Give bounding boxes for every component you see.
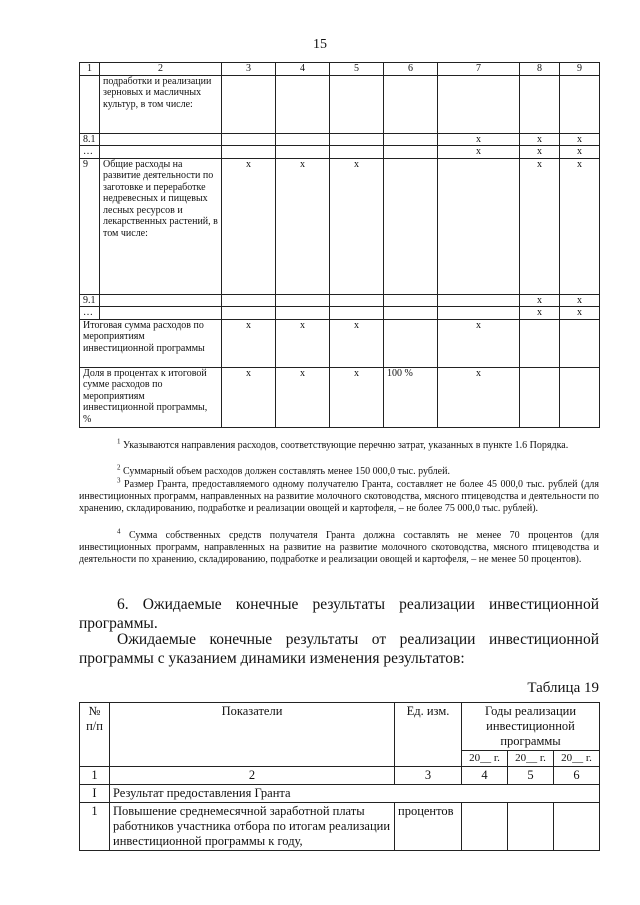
cell: x (560, 294, 600, 307)
cell (384, 146, 438, 159)
header-num: № п/п (80, 703, 110, 767)
table-row (80, 146, 600, 159)
row-label: Повышение среднемесячной заработной платы работников участника отбора по итогам реализации инвестиционной программы к году, (110, 803, 395, 851)
cell (384, 307, 438, 320)
cell (276, 133, 330, 146)
row-number: 9.1 (80, 294, 100, 307)
year-label: 20__ г. (508, 751, 554, 767)
cell: x (222, 158, 276, 294)
row-number (80, 75, 100, 133)
header-cell: 7 (438, 63, 520, 76)
column-number: 2 (110, 767, 395, 785)
cell (384, 294, 438, 307)
cell: x (520, 294, 560, 307)
year-label: 20__ г. (554, 751, 600, 767)
total-row (80, 319, 600, 367)
year-label: 20__ г. (462, 751, 508, 767)
row-label: Итоговая сумма расходов по мероприятиям инвестиционной программы (80, 319, 222, 367)
cell: x (438, 319, 520, 367)
table-header-row (80, 63, 600, 76)
cell (222, 75, 276, 133)
row-number: 8.1 (80, 133, 100, 146)
header-indicators: Показатели (110, 703, 395, 767)
column-number: 5 (508, 767, 554, 785)
footnote-4 (79, 527, 599, 566)
row-unit: процентов (395, 803, 462, 851)
cell (520, 319, 560, 367)
footnote-text: Суммарный объем расходов должен составлять менее 150 000,0 тыс. рублей. (123, 466, 450, 477)
row-label (100, 307, 222, 320)
section-number: I (80, 785, 110, 803)
cell (222, 307, 276, 320)
header-cell: 2 (100, 63, 222, 76)
section-row (80, 785, 600, 803)
cell: x (520, 146, 560, 159)
cell (438, 158, 520, 294)
cell (330, 294, 384, 307)
table-row (80, 158, 600, 294)
header-cell: 3 (222, 63, 276, 76)
share-row (80, 367, 600, 427)
footnote-text: Размер Гранта, предоставляемого одному получателю Гранта, составляет не более 45 000,0 тыс. рублей (для инвестиционных программ, направленных на развитие молочного скотоводства, мясного птицеводства и деятельности по хранению, складированию, подработке и реализации овощей и картофеля, – не более 75 000,0 тыс. рублей). (79, 479, 600, 514)
header-years: Годы реализации инвестиционной программы (462, 703, 600, 751)
cell: x (520, 158, 560, 294)
cell: x (438, 133, 520, 146)
cell (276, 307, 330, 320)
footnote-text: Указываются направления расходов, соответствующие перечню затрат, указанных в пункте 1.6 Порядка. (123, 440, 569, 451)
table-row (80, 133, 600, 146)
cell (330, 307, 384, 320)
cell (462, 803, 508, 851)
footnote-mark: 4 (117, 527, 121, 536)
cell (384, 133, 438, 146)
cell: x (520, 133, 560, 146)
cell (438, 294, 520, 307)
row-number: 9 (80, 158, 100, 294)
section-heading: 6. Ожидаемые конечные результаты реализации инвестиционной программы. (79, 596, 599, 632)
cell (554, 803, 600, 851)
row-number: … (80, 146, 100, 159)
cell: x (520, 307, 560, 320)
cell: x (560, 307, 600, 320)
table-row (80, 803, 600, 851)
header-cell: 6 (384, 63, 438, 76)
header-cell: 4 (276, 63, 330, 76)
cell (330, 75, 384, 133)
cell (384, 158, 438, 294)
row-label: Общие расходы на развитие деятельности по заготовке и переработке недревесных и пищевых лесных ресурсов и лекарственных растений, в том числе: (100, 158, 222, 294)
table-row (80, 294, 600, 307)
cell: 100 % (384, 367, 438, 427)
cell (276, 146, 330, 159)
cell: x (438, 146, 520, 159)
header-unit: Ед. изм. (395, 703, 462, 767)
cell: x (222, 367, 276, 427)
footnote-text: Сумма собственных средств получателя Гранта должна составлять не менее 70 процентов (для инвестиционных программ, направленных на развитие на развитие молочного скотоводства, мясного птицеводства и деятельности по хранению, складированию, подработке и реализации овощей и картофеля, – не менее 50 процентов). (79, 530, 599, 565)
cell (384, 75, 438, 133)
cell (520, 367, 560, 427)
cell (438, 75, 520, 133)
column-number: 3 (395, 767, 462, 785)
row-label (100, 146, 222, 159)
header-cell: 9 (560, 63, 600, 76)
table-header-row (80, 703, 600, 751)
cell (222, 146, 276, 159)
header-cell: 1 (80, 63, 100, 76)
cell (520, 75, 560, 133)
cell: x (560, 158, 600, 294)
row-number: 1 (80, 803, 110, 851)
cell (560, 75, 600, 133)
cell: x (438, 367, 520, 427)
cell: x (276, 367, 330, 427)
footnote-3 (79, 476, 600, 515)
cell: x (330, 367, 384, 427)
results-table (79, 702, 600, 851)
cell: x (222, 319, 276, 367)
footnote-1 (79, 437, 599, 452)
row-label (100, 133, 222, 146)
cell (330, 133, 384, 146)
column-number: 4 (462, 767, 508, 785)
row-label: Доля в процентах к итоговой сумме расходов по мероприятиям инвестиционной программы, % (80, 367, 222, 427)
header-cell: 8 (520, 63, 560, 76)
row-label: подработки и реализации зерновых и масличных культур, в том числе: (100, 75, 222, 133)
cell: x (330, 158, 384, 294)
cell (330, 146, 384, 159)
table-row (80, 75, 600, 133)
footnote-mark: 1 (117, 437, 121, 446)
cell: x (560, 146, 600, 159)
cell: x (276, 158, 330, 294)
cell: x (560, 133, 600, 146)
cell (560, 367, 600, 427)
cell (438, 307, 520, 320)
row-label (100, 294, 222, 307)
column-number: 1 (80, 767, 110, 785)
cell (560, 319, 600, 367)
footnote-mark: 2 (117, 463, 121, 472)
column-number-row (80, 767, 600, 785)
cell (276, 75, 330, 133)
cell (384, 319, 438, 367)
column-number: 6 (554, 767, 600, 785)
page-number: 15 (313, 37, 327, 52)
header-cell: 5 (330, 63, 384, 76)
table-row (80, 307, 600, 320)
footnote-2 (79, 463, 599, 478)
section-title: Результат предоставления Гранта (110, 785, 600, 803)
row-number: … (80, 307, 100, 320)
table-caption: Таблица 19 (527, 680, 599, 696)
cell (222, 133, 276, 146)
cell (276, 294, 330, 307)
cell: x (330, 319, 384, 367)
cell: x (276, 319, 330, 367)
expenses-table (79, 62, 600, 428)
section-text: Ожидаемые конечные результаты от реализации инвестиционной программы с указанием динамики изменения результатов: (79, 631, 599, 667)
cell (508, 803, 554, 851)
footnote-mark: 3 (117, 476, 121, 485)
cell (222, 294, 276, 307)
